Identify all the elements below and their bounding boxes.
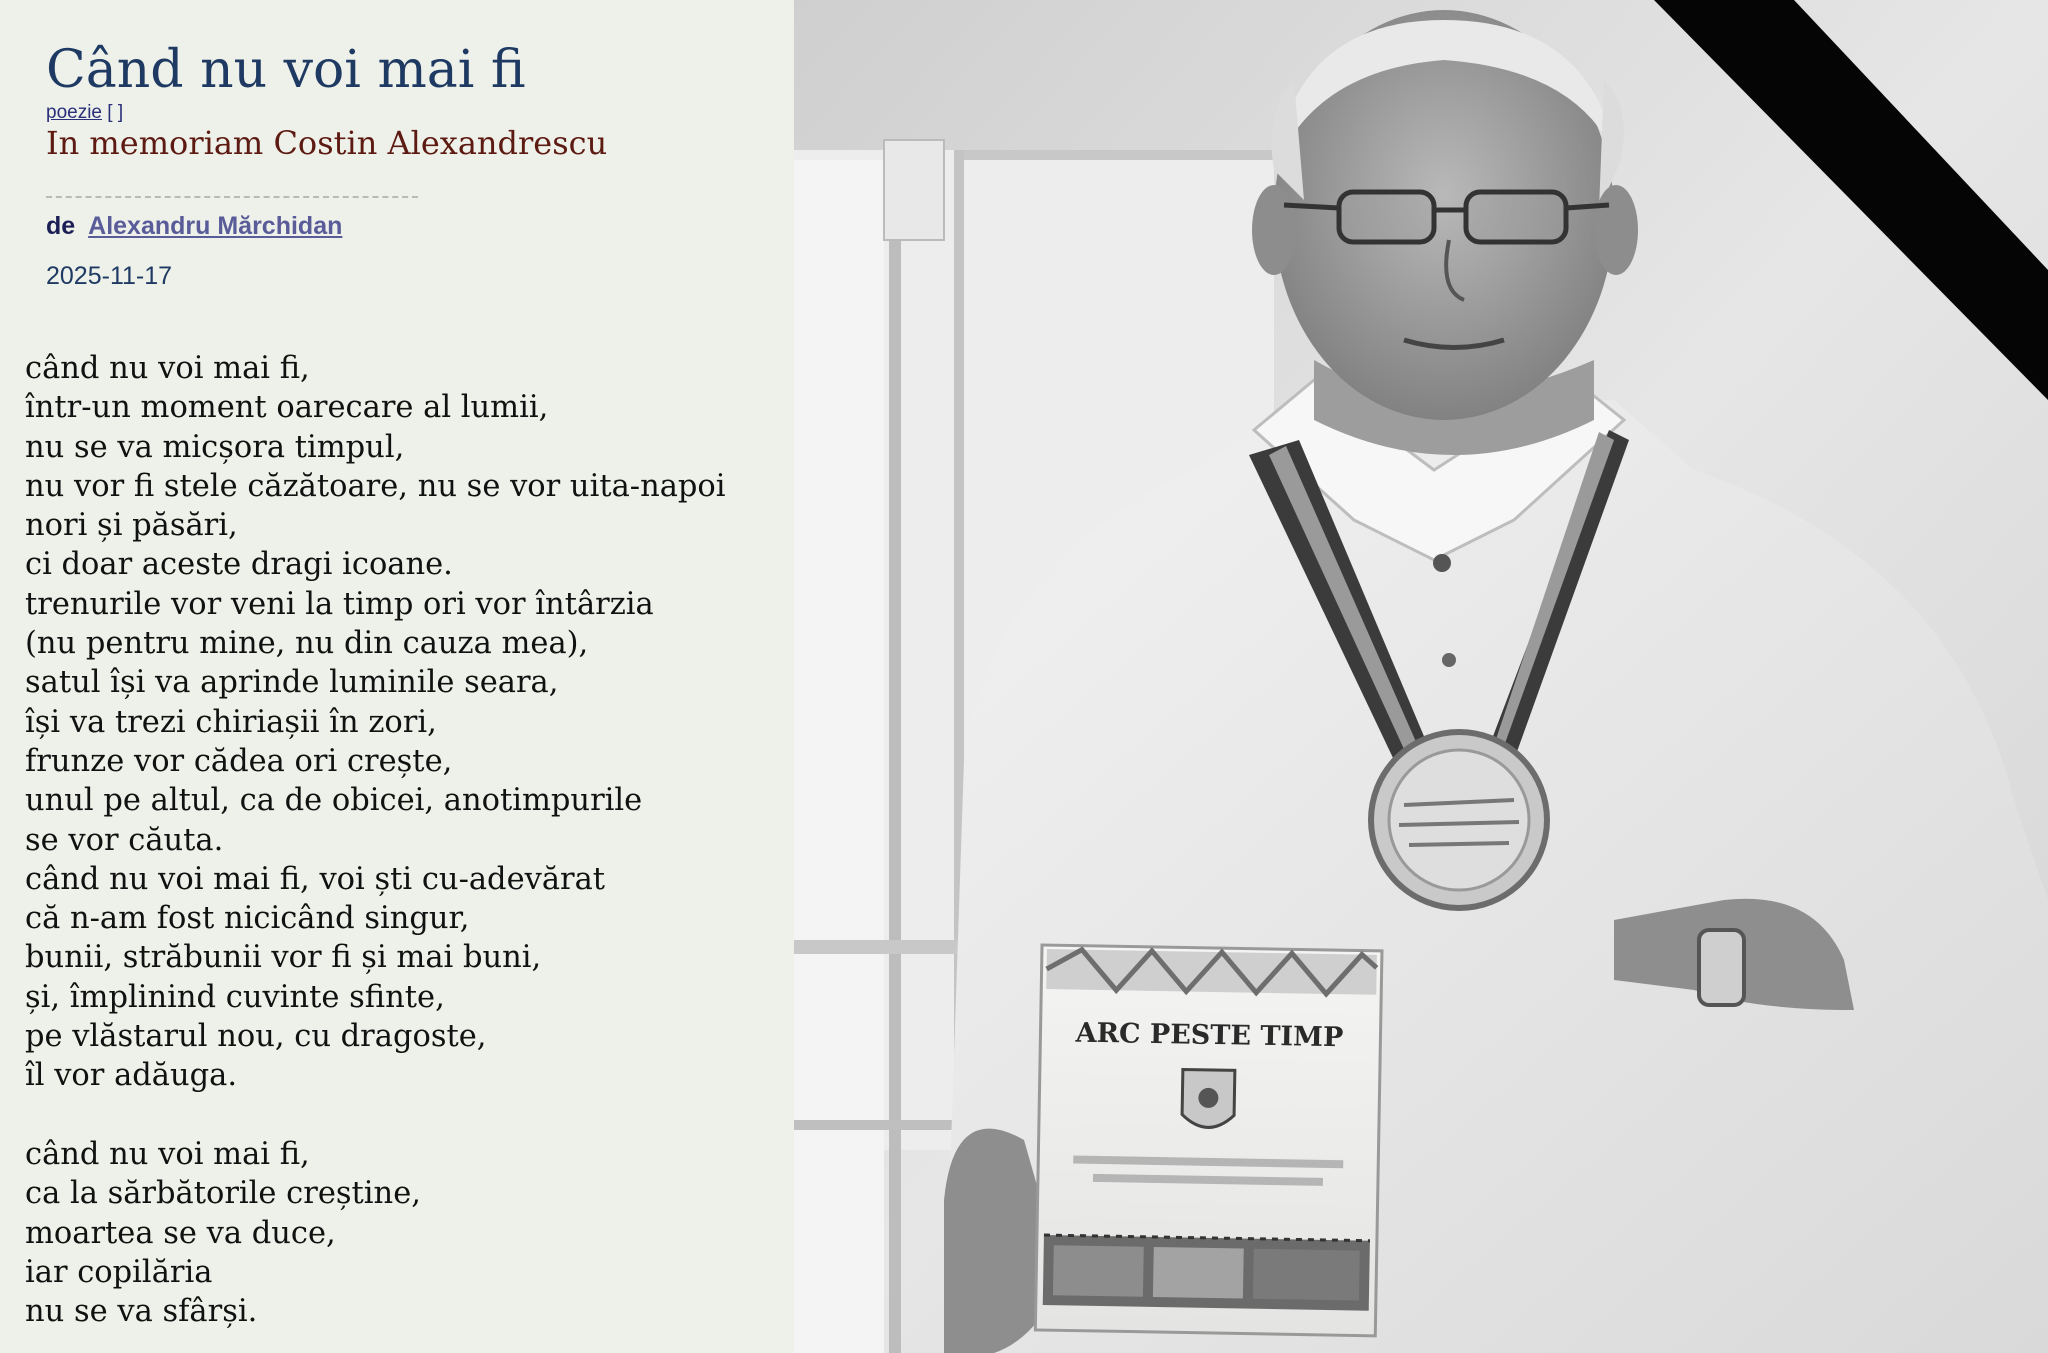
poem-line: pe vlăstarul nou, cu dragoste, bbox=[25, 1019, 487, 1055]
poem-line: moartea se va duce, bbox=[25, 1215, 336, 1251]
poem-body bbox=[25, 349, 726, 1331]
category bbox=[46, 102, 123, 124]
byline bbox=[46, 212, 342, 241]
poem-line: când nu voi mai fi, bbox=[25, 1136, 310, 1172]
photo-illustration bbox=[794, 0, 2048, 1353]
poem-line: ca la sărbătorile creștine, bbox=[25, 1176, 421, 1212]
publish-date: 2025-11-17 bbox=[46, 262, 173, 290]
poem-line: satul își va aprinde luminile seara, bbox=[25, 665, 559, 701]
poem-line: nu se va micșora timpul, bbox=[25, 429, 405, 465]
poem-line: frunze vor cădea ori crește, bbox=[25, 743, 453, 779]
book-title: ARC PESTE TIMP bbox=[1075, 1017, 1344, 1054]
poem-panel bbox=[0, 0, 794, 1353]
memorial-photo bbox=[794, 0, 2048, 1353]
poem-line: bunii, străbunii vor fi și mai buni, bbox=[25, 940, 542, 976]
poem-line: că n-am fost nicicând singur, bbox=[25, 901, 470, 937]
category-brackets: [ ] bbox=[102, 102, 124, 123]
poem-line: își va trezi chiriașii în zori, bbox=[25, 704, 437, 740]
poem-line: într-un moment oarecare al lumii, bbox=[25, 390, 549, 426]
poem-line: unul pe altul, ca de obicei, anotimpurile bbox=[25, 783, 643, 819]
poem-line: și, împlinind cuvinte sfinte, bbox=[25, 979, 445, 1015]
category-link[interactable]: poezie bbox=[46, 102, 102, 123]
subtitle: In memoriam Costin Alexandrescu bbox=[46, 124, 608, 162]
poem-line: ci doar aceste dragi icoane. bbox=[25, 547, 453, 583]
poem-line: nori și păsări, bbox=[25, 508, 238, 544]
divider bbox=[46, 196, 418, 198]
poem-line: iar copilăria bbox=[25, 1254, 213, 1290]
poem-line bbox=[25, 1096, 726, 1135]
page-title: Când nu voi mai fi bbox=[46, 40, 526, 100]
poem-line: îl vor adăuga. bbox=[25, 1058, 238, 1094]
poem-line: nu vor fi stele căzătoare, nu se vor uita-napoi bbox=[25, 468, 726, 504]
poem-line: (nu pentru mine, nu din cauza mea), bbox=[25, 626, 589, 662]
poem-line: nu se va sfârși. bbox=[25, 1294, 258, 1330]
author-link[interactable]: Alexandru Mărchidan bbox=[88, 212, 343, 240]
by-label: de bbox=[46, 212, 76, 240]
poem-line: când nu voi mai fi, voi ști cu-adevărat bbox=[25, 861, 606, 897]
poem-line: trenurile vor veni la timp ori vor întârzia bbox=[25, 586, 654, 622]
poem-line: se vor căuta. bbox=[25, 822, 224, 858]
poem-line: când nu voi mai fi, bbox=[25, 351, 310, 386]
